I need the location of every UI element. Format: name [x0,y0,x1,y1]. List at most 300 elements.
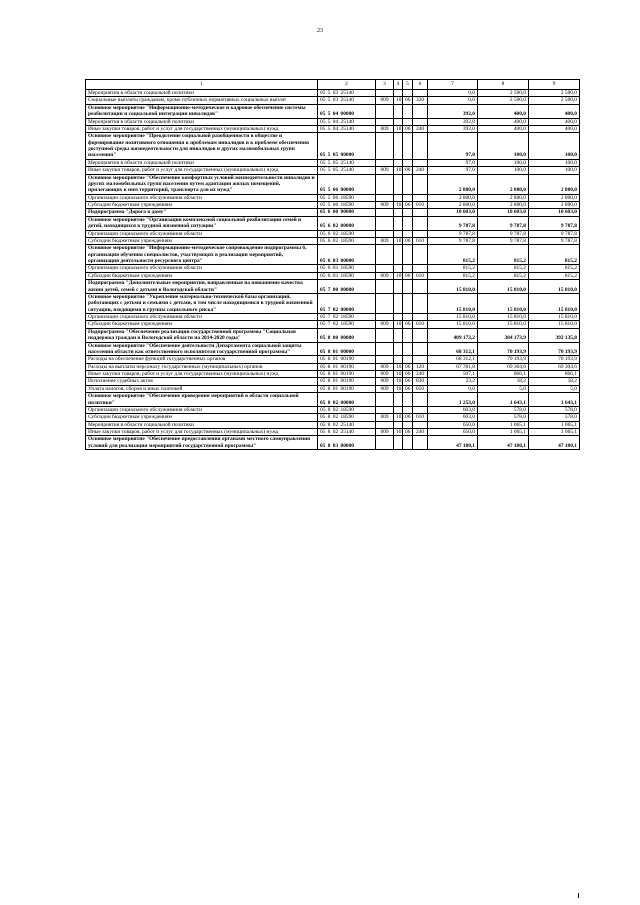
row-ministry-code: 009 [376,97,394,104]
row-value-year3: 1 643,1 [529,393,580,407]
row-value-year2: 2 500,0 [478,97,529,104]
row-code: 05 5 06 00000 [318,174,376,194]
table-row [86,385,580,392]
row-value-year3: 100,0 [529,133,580,160]
row-value-year1: 815,2 [428,245,478,265]
table-row [86,378,580,385]
row-expense-type [413,133,428,160]
row-code: 05 8 01 00190 [318,371,376,378]
table-row [86,245,580,265]
row-value-year2: 100,0 [478,159,529,166]
row-expense-type [413,194,428,201]
row-subsection-code: 06 [403,429,413,436]
row-value-year1: 0,0 [428,90,478,97]
row-value-year3: 578,0 [529,414,580,421]
row-value-year1: 2 800,0 [428,202,478,209]
row-code: 05 7 00 00000 [318,280,376,294]
row-value-year2: 384 173,9 [478,328,529,342]
row-value-year1: 392,0 [428,118,478,125]
row-value-year1: 409 173,2 [428,328,478,342]
row-subsection-code [403,436,413,450]
row-value-year2: 815,2 [478,272,529,279]
row-section-code: 10 [394,237,403,244]
row-section-code [394,293,403,313]
row-ministry-code [376,194,394,201]
row-value-year1: 67 781,8 [428,363,478,370]
row-expense-type [413,406,428,413]
row-value-year3: 400,0 [529,125,580,132]
row-subsection-code: 06 [403,237,413,244]
row-value-year3: 9 787,8 [529,230,580,237]
row-section-code: 10 [394,371,403,378]
row-value-year3: 400,0 [529,118,580,125]
row-code: 05 6 03 18590 [318,272,376,279]
row-ministry-code [376,421,394,428]
table-header-row [86,80,580,90]
row-subsection-code [403,216,413,230]
row-expense-type [413,118,428,125]
table-row [86,97,580,104]
table-row [86,371,580,378]
row-section-code [394,194,403,201]
table-row [86,272,580,279]
table-row [86,421,580,428]
row-value-year3: 2 500,0 [529,97,580,104]
row-value-year1: 68 312,1 [428,342,478,356]
table-row [86,230,580,237]
row-code: 05 8 02 18590 [318,414,376,421]
row-ministry-code [376,133,394,160]
row-expense-type [413,159,428,166]
row-ministry-code: 009 [376,202,394,209]
row-value-year1: 9 787,8 [428,216,478,230]
table-row [86,265,580,272]
row-value-year2: 578,0 [478,414,529,421]
row-value-year2: 400,0 [478,118,529,125]
row-value-year2: 866,1 [478,371,529,378]
row-value-year3: 815,2 [529,272,580,279]
table-row [86,314,580,321]
row-ministry-code [376,280,394,294]
row-value-year1: 0,0 [428,97,478,104]
row-value-year2: 1 065,1 [478,429,529,436]
row-section-code [394,421,403,428]
row-value-year3: 47 180,1 [529,436,580,450]
row-expense-type: 240 [413,167,428,174]
row-expense-type [413,104,428,118]
row-expense-type: 610 [413,272,428,279]
row-value-year2: 578,0 [478,406,529,413]
row-name: Иные закупки товаров, работ и услуг для государственных (муниципальных) нужд [86,125,318,132]
row-value-year3: 815,2 [529,265,580,272]
row-value-year2: 100,0 [478,133,529,160]
row-value-year1: 15 810,0 [428,293,478,313]
row-name: Основное мероприятие "Укрепление материально-технической базы организаций, работающих с детьми и семьями с детьми, в том числе находящимися в трудной жизненной ситуации, входящими в группы социального риска" [86,293,318,313]
row-value-year3: 392 135,8 [529,328,580,342]
row-ministry-code [376,328,394,342]
row-value-year1: 15 810,0 [428,321,478,328]
table-row [86,356,580,363]
row-value-year3: 866,1 [529,371,580,378]
table-row [86,194,580,201]
row-value-year2: 15 810,0 [478,280,529,294]
row-ministry-code: 009 [376,414,394,421]
row-subsection-code: 06 [403,321,413,328]
table-row [86,342,580,356]
row-expense-type [413,421,428,428]
table-row [86,125,580,132]
row-value-year1: 68 312,1 [428,356,478,363]
row-expense-type [413,216,428,230]
row-expense-type: 240 [413,371,428,378]
table-row [86,293,580,313]
row-expense-type [413,230,428,237]
row-code: 05 5 06 18590 [318,194,376,201]
row-subsection-code [403,356,413,363]
row-name: Мероприятия в области социальной политики [86,421,318,428]
table-row [86,118,580,125]
row-value-year3: 70 193,9 [529,342,580,356]
row-expense-type [413,314,428,321]
row-code: 05 8 01 00190 [318,356,376,363]
row-name: Основное мероприятие "Информационно-методическое сопровождение подпрограммы 6, организация обучения специалистов, участвующих в реализации мероприятий, организация деятельности ресурсного центра" [86,245,318,265]
row-value-year3: 15 810,0 [529,293,580,313]
row-value-year2: 5,0 [478,385,529,392]
row-ministry-code [376,174,394,194]
row-value-year1: 815,2 [428,272,478,279]
row-subsection-code [403,230,413,237]
row-section-code [394,216,403,230]
row-value-year2: 15 810,0 [478,321,529,328]
row-expense-type [413,90,428,97]
row-ministry-code: 009 [376,125,394,132]
row-subsection-code: 06 [403,414,413,421]
row-section-code: 10 [394,97,403,104]
row-name: Подпрограмма "Дополнительные мероприятия, направленные на повышение качества жизни детей, семей с детьми в Вологодской области" [86,280,318,294]
row-subsection-code: 06 [403,371,413,378]
row-expense-type: 610 [413,237,428,244]
row-code: 05 8 02 18590 [318,406,376,413]
row-name: Субсидии бюджетным учреждениям [86,202,318,209]
row-ministry-code: 009 [376,363,394,370]
row-value-year1: 15 810,0 [428,280,478,294]
row-value-year3: 2 800,0 [529,194,580,201]
table-row [86,429,580,436]
row-value-year2: 9 787,8 [478,237,529,244]
row-name: Организации социального обслуживания области [86,406,318,413]
row-name: Социальные выплаты гражданам, кроме публичных нормативных социальных выплат [86,97,318,104]
column-header: 3 [376,80,394,90]
table-row [86,90,580,97]
row-expense-type [413,209,428,216]
row-name: Основное мероприятие "Обеспечение комфортных условий жизнедеятельности инвалидов и других маломобильных групп населения путем адаптации жилых помещений, прилегающих к ним территорий, транспорта для их нужд" [86,174,318,194]
row-name: Уплата налогов, сборов и иных платежей [86,385,318,392]
row-code: 05 7 02 18590 [318,314,376,321]
row-ministry-code: 009 [376,429,394,436]
row-name: Основное мероприятие "Обеспечение проведения мероприятий в области социальной политики" [86,393,318,407]
row-value-year2: 2 800,0 [478,194,529,201]
row-subsection-code [403,406,413,413]
row-value-year1: 1 253,0 [428,393,478,407]
row-code: 05 8 01 00190 [318,363,376,370]
row-name: Организации социального обслуживания области [86,230,318,237]
row-section-code [394,230,403,237]
row-expense-type: 830 [413,378,428,385]
row-value-year1: 9 787,8 [428,230,478,237]
table-row [86,174,580,194]
row-section-code: 10 [394,202,403,209]
row-value-year3: 70 193,9 [529,356,580,363]
row-code: 05 8 02 00000 [318,393,376,407]
row-subsection-code [403,209,413,216]
row-value-year3: 10 603,0 [529,209,580,216]
table-body [86,90,580,450]
row-value-year3: 815,2 [529,245,580,265]
row-value-year3: 9 787,8 [529,216,580,230]
table-row [86,436,580,450]
table-row [86,406,580,413]
row-name: Основное мероприятие "Информационно-методическое и кадровое обеспечение системы реабилитации и социальной интеграции инвалидов" [86,104,318,118]
row-value-year2: 2 800,0 [478,202,529,209]
row-name: Субсидии бюджетным учреждениям [86,272,318,279]
row-name: Расходы на обеспечение функций государственных органов [86,356,318,363]
row-ministry-code: 009 [376,167,394,174]
row-ministry-code: 009 [376,272,394,279]
row-code: 05 5 05 00000 [318,133,376,160]
row-ministry-code [376,436,394,450]
row-code: 05 5 04 00000 [318,104,376,118]
row-expense-type: 850 [413,385,428,392]
row-value-year3: 5,0 [529,385,580,392]
row-value-year1: 650,0 [428,421,478,428]
row-value-year1: 392,0 [428,125,478,132]
row-value-year1: 47 180,1 [428,436,478,450]
row-ministry-code [376,342,394,356]
row-ministry-code [376,90,394,97]
row-value-year2: 70 193,9 [478,356,529,363]
row-value-year3: 9 787,8 [529,237,580,244]
row-expense-type [413,328,428,342]
row-subsection-code: 06 [403,363,413,370]
row-value-year1: 97,0 [428,159,478,166]
row-value-year2: 815,2 [478,265,529,272]
row-value-year2: 815,2 [478,245,529,265]
table-row [86,328,580,342]
row-ministry-code [376,159,394,166]
column-header: 8 [478,80,529,90]
row-section-code [394,356,403,363]
table-row [86,202,580,209]
row-ministry-code: 009 [376,321,394,328]
row-expense-type [413,393,428,407]
row-section-code [394,393,403,407]
table-row [86,167,580,174]
row-value-year1: 392,0 [428,104,478,118]
row-code: 05 6 00 00000 [318,209,376,216]
row-subsection-code: 06 [403,202,413,209]
row-ministry-code [376,216,394,230]
row-section-code [394,436,403,450]
row-value-year2: 400,0 [478,104,529,118]
row-name: Иные закупки товаров, работ и услуг для государственных (муниципальных) нужд [86,371,318,378]
page-number: 23 [317,28,323,34]
row-subsection-code [403,328,413,342]
row-value-year2: 2 500,0 [478,90,529,97]
row-ministry-code [376,293,394,313]
row-value-year2: 9 787,8 [478,230,529,237]
row-subsection-code [403,118,413,125]
row-code: 05 8 02 25140 [318,421,376,428]
row-code: 05 5 03 25140 [318,90,376,97]
row-subsection-code [403,133,413,160]
row-name: Мероприятия в области социальной политики [86,118,318,125]
row-value-year3: 100,0 [529,167,580,174]
row-code: 05 7 02 00000 [318,293,376,313]
row-name: Основное мероприятие "Преодоление социальной разобщенности в обществе и формирование позитивного отношения к проблемам инвалидов и к проблеме обеспечения доступной среды жизнедеятельности для инвалидов и других маломобильных групп населения" [86,133,318,160]
row-value-year2: 70 193,9 [478,342,529,356]
row-code: 05 5 05 25140 [318,167,376,174]
row-code: 05 6 02 00000 [318,216,376,230]
row-value-year2: 1 065,1 [478,421,529,428]
row-code: 05 8 00 00000 [318,328,376,342]
row-value-year2: 15 810,0 [478,293,529,313]
row-section-code: 10 [394,429,403,436]
row-name: Иные закупки товаров, работ и услуг для государственных (муниципальных) нужд [86,167,318,174]
table-row [86,414,580,421]
row-value-year3: 18,2 [529,378,580,385]
row-value-year1: 97,0 [428,167,478,174]
row-ministry-code [376,209,394,216]
row-code: 05 5 06 18590 [318,202,376,209]
row-section-code [394,265,403,272]
row-section-code [394,328,403,342]
row-value-year2: 69 304,6 [478,363,529,370]
row-subsection-code: 06 [403,97,413,104]
row-value-year2: 18,2 [478,378,529,385]
row-section-code: 10 [394,385,403,392]
row-value-year1: 15 810,0 [428,314,478,321]
row-subsection-code [403,280,413,294]
row-ministry-code: 009 [376,371,394,378]
row-ministry-code: 009 [376,237,394,244]
budget-table [85,79,580,450]
row-value-year3: 578,0 [529,406,580,413]
row-code: 05 8 02 25140 [318,429,376,436]
row-expense-type: 320 [413,97,428,104]
row-code: 05 6 03 00000 [318,245,376,265]
row-ministry-code [376,314,394,321]
row-expense-type: 120 [413,363,428,370]
table-row [86,159,580,166]
row-expense-type: 610 [413,321,428,328]
row-name: Подпрограмма "Дорога к дому" [86,209,318,216]
row-section-code [394,280,403,294]
row-ministry-code [376,356,394,363]
row-section-code: 10 [394,363,403,370]
row-name: Основное мероприятие "Обеспечение деятельности Департамента социальной защиты населения области как ответственного исполнителя государственной программы" [86,342,318,356]
row-name: Подпрограмма "Обеспечение реализации государственной программы "Социальная поддержка граждан в Вологодской области на 2014-2020 годы" [86,328,318,342]
row-value-year3: 2 800,0 [529,174,580,194]
row-code: 05 5 03 25140 [318,97,376,104]
row-section-code: 10 [394,414,403,421]
row-expense-type: 610 [413,414,428,421]
row-ministry-code [376,265,394,272]
row-section-code [394,314,403,321]
row-section-code [394,90,403,97]
row-value-year1: 10 603,0 [428,209,478,216]
table-row [86,133,580,160]
row-ministry-code [376,406,394,413]
row-name: Мероприятия в области социальной политики [86,159,318,166]
row-section-code [394,342,403,356]
table-row [86,363,580,370]
row-value-year1: 2 800,0 [428,174,478,194]
row-ministry-code [376,118,394,125]
row-value-year1: 0,0 [428,385,478,392]
row-name: Расходы на выплаты персоналу государственных (муниципальных) органов [86,363,318,370]
row-subsection-code [403,314,413,321]
row-name: Иные закупки товаров, работ и услуг для государственных (муниципальных) нужд [86,429,318,436]
row-value-year3: 15 810,0 [529,314,580,321]
row-value-year1: 9 787,8 [428,237,478,244]
row-section-code [394,245,403,265]
row-section-code [394,104,403,118]
row-value-year3: 1 065,1 [529,421,580,428]
row-value-year1: 507,1 [428,371,478,378]
row-value-year2: 47 180,1 [478,436,529,450]
row-name: Мероприятия в области социальной политики [86,90,318,97]
row-value-year3: 2 500,0 [529,90,580,97]
row-name: Основное мероприятие "Обеспечение предоставления органами местного самоуправления условий для реализации мероприятий государственной программы" [86,436,318,450]
row-name: Субсидии бюджетным учреждениям [86,237,318,244]
row-subsection-code [403,421,413,428]
row-value-year2: 9 787,8 [478,216,529,230]
row-subsection-code [403,104,413,118]
row-value-year3: 100,0 [529,159,580,166]
row-value-year3: 69 304,6 [529,363,580,370]
row-subsection-code: 06 [403,167,413,174]
row-section-code: 10 [394,378,403,385]
table-row [86,321,580,328]
row-value-year2: 15 810,0 [478,314,529,321]
row-ministry-code: 009 [376,385,394,392]
row-value-year2: 2 800,0 [478,174,529,194]
row-code: 05 5 04 25140 [318,118,376,125]
row-code: 05 6 03 18590 [318,265,376,272]
row-name: Основное мероприятие "Организация комплексной социальной реабилитации семей и детей, находящихся в трудной жизненной ситуации" [86,216,318,230]
row-value-year1: 2 800,0 [428,194,478,201]
column-header: 5 [403,80,413,90]
row-ministry-code [376,393,394,407]
row-expense-type: 240 [413,125,428,132]
row-name: Организации социального обслуживания области [86,194,318,201]
row-expense-type: 610 [413,202,428,209]
row-subsection-code [403,90,413,97]
row-section-code: 10 [394,125,403,132]
row-value-year2: 10 603,0 [478,209,529,216]
row-value-year1: 650,0 [428,429,478,436]
row-value-year2: 100,0 [478,167,529,174]
row-name: Исполнение судебных актов [86,378,318,385]
row-section-code [394,406,403,413]
row-expense-type [413,174,428,194]
row-code: 05 8 01 00000 [318,342,376,356]
column-header: 6 [413,80,428,90]
row-expense-type [413,265,428,272]
row-code: 05 8 01 00190 [318,385,376,392]
row-name: Организации социального обслуживания области [86,314,318,321]
row-section-code: 10 [394,272,403,279]
